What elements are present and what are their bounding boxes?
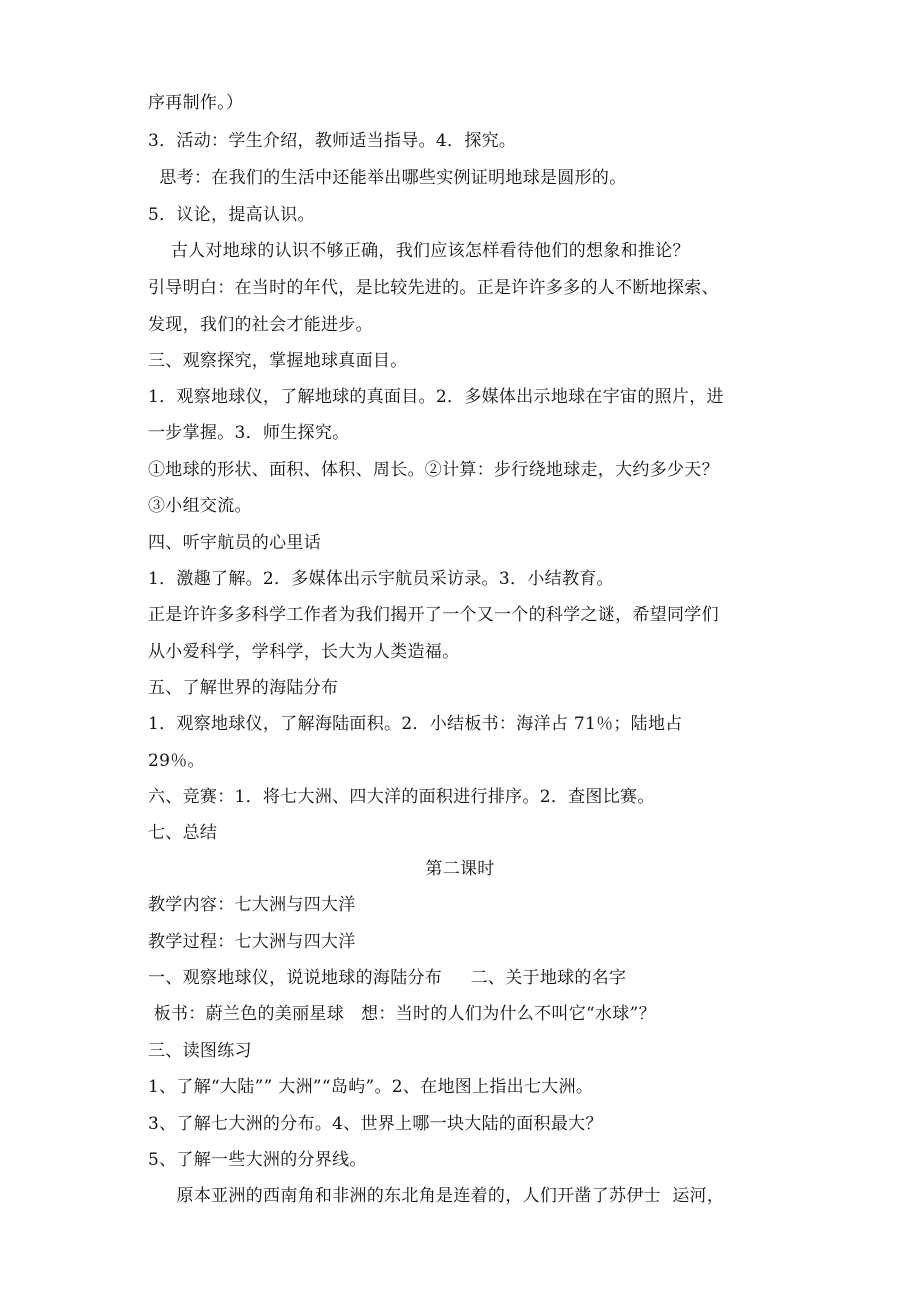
text-line: 原本亚洲的西南角和非洲的东北角是连着的，人们开凿了苏伊士 运河， [148, 1186, 725, 1206]
text-line: 1．观察地球仪，了解地球的真面目。2．多媒体出示地球在宇宙的照片，进 [148, 387, 724, 407]
text-line: 板书：蔚兰色的美丽星球 想：当时的人们为什么不叫它“水球”？ [148, 1004, 656, 1024]
text-line: 古人对地球的认识不够正确，我们应该怎样看待他们的想象和推论？ [148, 241, 690, 261]
text-line: 引导明白：在当时的年代，是比较先进的。正是许许多多的人不断地探索、 [148, 278, 719, 298]
text-line: 序再制作。） [148, 93, 244, 113]
section-heading: 六、竞赛：1．将七大洲、四大洋的面积进行排序。2．查图比赛。 [148, 787, 655, 807]
text-line: 3、了解七大洲的分布。4、世界上哪一块大陆的面积最大？ [148, 1114, 603, 1134]
text-line: 一步掌握。3．师生探究。 [148, 423, 350, 443]
text-line: 从小爱科学，学科学，长大为人类造福。 [148, 642, 460, 662]
text-line: 教学过程：七大洲与四大洋 [148, 932, 356, 952]
text-line: 1．激趣了解。2．多媒体出示宇航员采访录。3．小结教育。 [148, 569, 614, 589]
text-line: 29％。 [148, 751, 205, 771]
text-line: 思考：在我们的生活中还能举出哪些实例证明地球是圆形的。 [148, 168, 627, 188]
text-line: 5．议论，提高认识。 [148, 205, 315, 225]
text-line: 发现，我们的社会才能进步。 [148, 315, 373, 335]
text-line: ③小组交流。 [148, 496, 252, 516]
section-heading: 五、了解世界的海陆分布 [148, 678, 339, 698]
section-heading: 三、读图练习 [148, 1041, 252, 1061]
section-heading: 四、听宇航员的心里话 [148, 533, 321, 553]
text-line: 1．观察地球仪，了解海陆面积。2．小结板书：海洋占 71％；陆地占 [148, 714, 683, 734]
text-line: 1、了解“大陆”” 大洲”“岛屿”。2、在地图上指出七大洲。 [148, 1077, 594, 1097]
section-heading: 一、观察地球仪，说说地球的海陆分布 二、关于地球的名字 [148, 968, 627, 988]
text-line: 3．活动：学生介绍，教师适当指导。4．探究。 [148, 131, 517, 151]
lesson-title: 第二课时 [425, 859, 495, 879]
text-line: 5、了解一些大洲的分界线。 [148, 1150, 367, 1170]
text-line: 教学内容：七大洲与四大洋 [148, 895, 356, 915]
text-line: 正是许许多多科学工作者为我们揭开了一个又一个的科学之谜，希望同学们 [148, 605, 719, 625]
section-heading: 三、观察探究，掌握地球真面目。 [148, 351, 408, 371]
section-heading: 七、总结 [148, 823, 218, 843]
text-line: ①地球的形状、面积、体积、周长。②计算：步行绕地球走，大约多少天？ [148, 460, 719, 480]
